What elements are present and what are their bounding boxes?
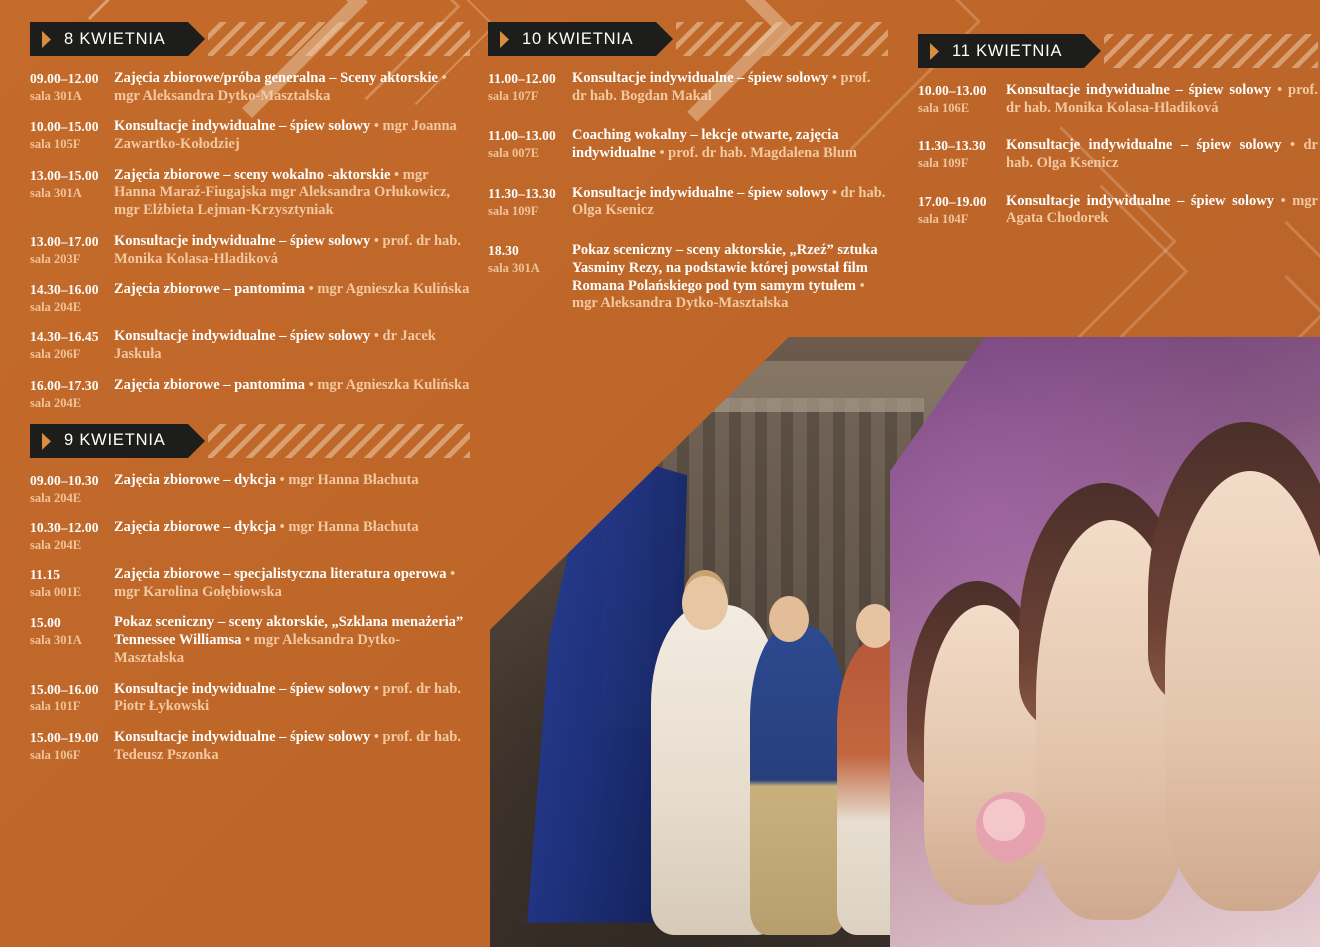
schedule-entry bbox=[488, 127, 888, 162]
schedule-entry bbox=[30, 472, 470, 506]
entry-description bbox=[114, 519, 470, 553]
entry-hours: 17.00–19.00 bbox=[918, 193, 987, 209]
schedule-entry bbox=[30, 519, 470, 553]
entry-hours: 13.00–15.00 bbox=[30, 167, 99, 183]
entry-hours: 10.00–13.00 bbox=[918, 83, 987, 98]
entry-room: sala 204E bbox=[30, 537, 82, 552]
entry-title: Pokaz sceniczny – sceny aktorskie, „Szklana menażeria” Tennessee Williamsa bbox=[114, 614, 464, 649]
entry-time bbox=[488, 70, 572, 105]
schedule-entry bbox=[918, 193, 1318, 228]
schedule-entry bbox=[30, 281, 470, 315]
entry-room: sala 106E bbox=[918, 100, 970, 115]
entry-description bbox=[114, 233, 470, 268]
entry-teacher: • mgr Hanna Błachuta bbox=[279, 471, 419, 488]
entry-teacher: • mgr Aleksandra Dytko-Maształska bbox=[572, 277, 865, 312]
entry-teacher: • prof. dr hab. Tedeusz Pszonka bbox=[114, 728, 461, 763]
entry-time bbox=[30, 377, 114, 411]
entry-time bbox=[30, 472, 114, 506]
entry-time bbox=[918, 193, 1006, 228]
entry-description bbox=[114, 681, 470, 716]
day-title: 9 KWIETNIA bbox=[64, 431, 166, 450]
actor-bride-head bbox=[682, 576, 728, 630]
entry-title: Zajęcia zbiorowe – pantomima bbox=[114, 281, 306, 298]
entry-teacher: • mgr Joanna Zawartko-Kołodziej bbox=[114, 118, 457, 153]
entry-teacher: • dr hab. Olga Ksenicz bbox=[572, 184, 886, 219]
schedule-entry bbox=[918, 82, 1318, 117]
entry-time bbox=[30, 681, 114, 716]
entry-teacher: • prof. dr hab. Bogdan Makal bbox=[572, 70, 871, 104]
entry-room: sala 101F bbox=[30, 699, 81, 714]
entry-hours: 14.30–16.00 bbox=[30, 282, 99, 298]
schedule-entry bbox=[30, 566, 470, 601]
entry-description bbox=[114, 328, 470, 363]
day-header-8-kwietnia bbox=[30, 22, 470, 56]
entry-title: Zajęcia zbiorowe – dykcja bbox=[114, 518, 277, 535]
entry-description bbox=[114, 70, 470, 105]
entry-hours: 15.00–19.00 bbox=[30, 729, 99, 745]
entry-teacher: • prof. dr hab. Monika Kolasa-Hladiková bbox=[114, 232, 461, 267]
entry-title: Konsultacje indywidualne – śpiew solowy bbox=[114, 232, 371, 249]
entry-room: sala 301A bbox=[30, 88, 82, 103]
entry-room: sala 106F bbox=[30, 747, 81, 762]
schedule-entry bbox=[918, 137, 1318, 172]
entry-teacher: • prof. dr hab. Magdalena Blum bbox=[659, 145, 857, 162]
day-header-bar bbox=[30, 424, 188, 458]
entry-title: Zajęcia zbiorowe – sceny wokalno -aktorskie bbox=[114, 166, 391, 183]
schedule-entry bbox=[30, 328, 470, 363]
entry-teacher: • mgr Aleksandra Dytko-Maształska bbox=[114, 70, 447, 104]
entry-room: sala 206F bbox=[30, 347, 81, 362]
schedule-entry bbox=[30, 614, 470, 667]
schedule-column-1 bbox=[30, 22, 470, 777]
entry-title: Konsultacje indywidualne – śpiew solowy bbox=[114, 680, 371, 697]
day-header-tail bbox=[1104, 34, 1318, 68]
entry-room: sala 204E bbox=[30, 395, 82, 410]
entry-hours: 11.30–13.30 bbox=[488, 185, 556, 201]
entry-teacher: • prof. dr hab. Monika Kolasa-Hladiková bbox=[1006, 82, 1318, 116]
entry-room: sala 301A bbox=[30, 185, 82, 200]
entry-time bbox=[30, 118, 114, 153]
entry-time bbox=[918, 82, 1006, 117]
entry-description bbox=[572, 242, 888, 313]
day-header-bar bbox=[918, 34, 1084, 68]
entry-hours: 14.30–16.45 bbox=[30, 329, 99, 345]
entry-time bbox=[30, 614, 114, 667]
entry-title: Konsultacje indywidualne – śpiew solowy bbox=[1006, 82, 1272, 98]
entry-time bbox=[30, 70, 114, 105]
entry-description bbox=[114, 566, 470, 601]
entry-teacher: • dr Jacek Jaskuła bbox=[114, 328, 436, 362]
entry-title: Zajęcia zbiorowe – dykcja bbox=[114, 471, 277, 488]
entry-room: sala 204E bbox=[30, 300, 82, 315]
day-header-9-kwietnia bbox=[30, 424, 470, 458]
entry-hours: 11.15 bbox=[30, 567, 61, 583]
schedule-entry bbox=[30, 729, 470, 764]
entry-hours: 16.00–17.30 bbox=[30, 377, 99, 393]
actor-blue-head bbox=[769, 596, 809, 642]
schedule-entry bbox=[30, 233, 470, 268]
entry-time bbox=[30, 233, 114, 268]
entry-teacher: • mgr Agnieszka Kulińska bbox=[308, 281, 470, 298]
entry-title: Zajęcia zbiorowe – pantomima bbox=[114, 376, 306, 393]
entry-title: Konsultacje indywidualne – śpiew solowy bbox=[114, 728, 371, 745]
schedule-entry bbox=[30, 70, 470, 105]
schedule-entry bbox=[488, 242, 888, 313]
day-header-bar bbox=[488, 22, 656, 56]
entry-description bbox=[114, 729, 470, 764]
schedule-entry bbox=[30, 118, 470, 153]
entry-time bbox=[30, 328, 114, 363]
entry-description bbox=[1006, 193, 1318, 228]
entry-hours: 09.00–12.00 bbox=[30, 71, 99, 86]
schedule-entry bbox=[30, 377, 470, 411]
entry-description bbox=[114, 118, 470, 153]
entry-title: Zajęcia zbiorowe – specjalistyczna literatura operowa bbox=[114, 566, 447, 583]
entry-hours: 10.00–15.00 bbox=[30, 119, 99, 135]
entry-room: sala 107F bbox=[488, 88, 539, 103]
entry-title: Pokaz sceniczny – sceny aktorskie, „Rzeź” sztuka Yasminy Rezy, na podstawie której powstał film Romana Polańskiego pod tym samym tytułem bbox=[572, 242, 878, 294]
entry-teacher: • mgr Aleksandra Dytko-Maształska bbox=[114, 632, 401, 666]
entry-room: sala 105F bbox=[30, 137, 81, 152]
entry-description bbox=[114, 167, 470, 220]
schedule-column-2 bbox=[488, 22, 888, 326]
entry-time bbox=[30, 281, 114, 315]
entry-description bbox=[572, 127, 888, 162]
schedule-column-3 bbox=[918, 34, 1318, 241]
singers-photo bbox=[890, 337, 1320, 947]
entry-room: sala 007E bbox=[488, 146, 540, 161]
entry-title: Konsultacje indywidualne – śpiew solowy bbox=[114, 118, 371, 135]
day-header-bar bbox=[30, 22, 188, 56]
entry-title: Zajęcia zbiorowe/próba generalna – Sceny aktorskie bbox=[114, 70, 438, 86]
entry-hours: 10.30–12.00 bbox=[30, 519, 99, 535]
entry-time bbox=[488, 242, 572, 313]
entry-teacher: • mgr Hanna Maraź-Fiugajska mgr Aleksandra Orłukowicz, mgr Elżbieta Lejman-Krzysztyniak bbox=[114, 166, 451, 219]
entry-time bbox=[30, 566, 114, 601]
schedule-entry bbox=[30, 681, 470, 716]
photo-collage bbox=[490, 337, 1320, 947]
entry-hours: 18.30 bbox=[488, 243, 519, 259]
entry-hours: 11.00–13.00 bbox=[488, 128, 556, 144]
entry-time bbox=[918, 137, 1006, 172]
entry-hours: 15.00 bbox=[30, 615, 61, 631]
entry-title: Konsultacje indywidualne – śpiew solowy bbox=[572, 184, 829, 201]
actor-blue-costume bbox=[750, 625, 846, 935]
day-header-tail bbox=[676, 22, 889, 56]
entry-teacher: • prof. dr hab. Piotr Łykowski bbox=[114, 680, 461, 715]
flower-ornament bbox=[976, 792, 1046, 862]
schedule-entry bbox=[488, 185, 888, 220]
entry-hours: 15.00–16.00 bbox=[30, 681, 99, 697]
day-title: 10 KWIETNIA bbox=[522, 29, 634, 48]
entry-hours: 11.30–13.30 bbox=[918, 138, 986, 154]
entry-time bbox=[30, 729, 114, 764]
schedule-entry bbox=[30, 167, 470, 220]
entry-time bbox=[30, 167, 114, 220]
entry-description bbox=[114, 281, 470, 315]
entry-teacher: • dr hab. Olga Ksenicz bbox=[1006, 137, 1318, 172]
day-header-tail bbox=[208, 424, 470, 458]
entry-description bbox=[1006, 137, 1318, 172]
entry-room: sala 001E bbox=[30, 584, 82, 599]
entry-description bbox=[114, 614, 470, 667]
singer-face bbox=[1165, 471, 1320, 911]
entry-description bbox=[114, 472, 470, 506]
day-header-tail bbox=[208, 22, 470, 56]
entry-description bbox=[1006, 82, 1318, 117]
entry-teacher: • mgr Karolina Gołębiowska bbox=[114, 566, 456, 600]
entry-room: sala 301A bbox=[30, 633, 82, 648]
entry-time bbox=[30, 519, 114, 553]
entry-room: sala 109F bbox=[918, 156, 969, 171]
entry-room: sala 301A bbox=[488, 261, 540, 275]
entry-hours: 11.00–12.00 bbox=[488, 71, 556, 86]
entry-hours: 09.00–10.30 bbox=[30, 472, 99, 488]
actor-red-head bbox=[856, 604, 894, 648]
entry-description bbox=[572, 70, 888, 105]
entry-title: Konsultacje indywidualne – śpiew solowy bbox=[1006, 192, 1274, 209]
entry-description bbox=[114, 377, 470, 411]
entry-title: Konsultacje indywidualne – śpiew solowy bbox=[572, 70, 829, 86]
entry-title: Konsultacje indywidualne – śpiew solowy bbox=[1006, 137, 1282, 154]
day-title: 11 KWIETNIA bbox=[952, 41, 1063, 60]
entry-time bbox=[488, 185, 572, 220]
day-header-11-kwietnia bbox=[918, 34, 1318, 68]
entry-teacher: • mgr Hanna Błachuta bbox=[279, 518, 419, 535]
entry-room: sala 204E bbox=[30, 490, 82, 505]
entry-time bbox=[488, 127, 572, 162]
entry-teacher: • mgr Agnieszka Kulińska bbox=[308, 376, 470, 393]
entry-title: Konsultacje indywidualne – śpiew solowy bbox=[114, 328, 371, 345]
corner-line-ornament bbox=[0, 0, 234, 20]
entry-teacher: • mgr Agata Chodorek bbox=[1006, 192, 1318, 227]
day-header-10-kwietnia bbox=[488, 22, 888, 56]
entry-room: sala 104F bbox=[918, 211, 969, 226]
entry-room: sala 109F bbox=[488, 203, 539, 218]
entry-hours: 13.00–17.00 bbox=[30, 233, 99, 249]
entry-description bbox=[572, 185, 888, 220]
entry-room: sala 203F bbox=[30, 251, 81, 266]
day-title: 8 KWIETNIA bbox=[64, 29, 166, 48]
schedule-entry bbox=[488, 70, 888, 105]
entry-title: Coaching wokalny – lekcje otwarte, zajęcia indywidualne bbox=[572, 127, 839, 162]
